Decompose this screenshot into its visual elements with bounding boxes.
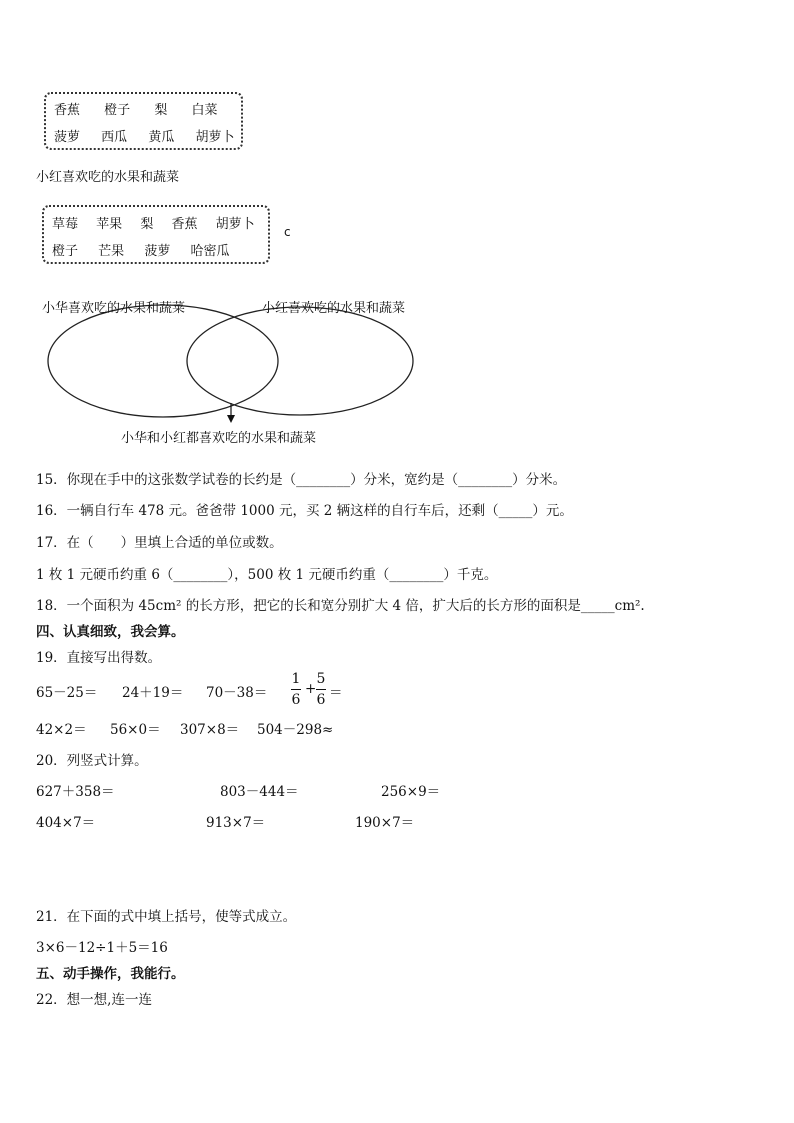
equals-sign: ＝ bbox=[329, 685, 343, 701]
item: 胡萝卜 bbox=[215, 217, 255, 232]
calc-item: 504－298≈ bbox=[257, 722, 334, 738]
item: 芒果 bbox=[98, 244, 125, 259]
calc-item: 307×8＝ bbox=[180, 722, 240, 738]
question-16: 16．一辆自行车 478 元。爸爸带 1000 元，买 2 辆这样的自行车后，还剩（_____）元。 bbox=[36, 503, 573, 519]
venn-right-label: 小红喜欢吃的水果和蔬菜 bbox=[262, 301, 406, 316]
calc-item: 404×7＝ bbox=[36, 815, 96, 831]
question-21-equation: 3×6－12÷1＋5＝16 bbox=[36, 940, 168, 956]
section-5-heading: 五、动手操作，我能行。 bbox=[36, 966, 185, 982]
question-19: 19．直接写出得数。 bbox=[36, 650, 162, 666]
calc-item: 65－25＝ bbox=[36, 685, 98, 701]
item: 苹果 bbox=[96, 217, 123, 232]
item: 西瓜 bbox=[101, 130, 128, 145]
calc-item: 24＋19＝ bbox=[122, 685, 184, 701]
question-18: 18．一个面积为 45cm² 的长方形，把它的长和宽分别扩大 4 倍，扩大后的长方形的面积是_____cm². bbox=[36, 598, 645, 614]
calc-item: 70－38＝ bbox=[206, 685, 268, 701]
venn-right-ellipse bbox=[187, 307, 413, 415]
calc-item: 42×2＝ bbox=[36, 722, 87, 738]
calc-item: 913×7＝ bbox=[206, 815, 266, 831]
calc-item: 627＋358＝ bbox=[36, 784, 115, 800]
denominator: 6 bbox=[316, 692, 326, 708]
calc-item: 56×0＝ bbox=[110, 722, 161, 738]
venn-bottom-label: 小华和小红都喜欢吃的水果和蔬菜 bbox=[121, 431, 317, 446]
item: 橙子 bbox=[52, 244, 79, 259]
question-20: 20．列竖式计算。 bbox=[36, 753, 148, 769]
numerator: 5 bbox=[316, 671, 326, 687]
calc-item: 803－444＝ bbox=[220, 784, 299, 800]
item: 胡萝卜 bbox=[195, 130, 235, 145]
fraction-five-sixths bbox=[316, 671, 326, 708]
question-17: 17．在（ ）里填上合适的单位或数。 bbox=[36, 535, 283, 551]
item: 橙子 bbox=[104, 103, 131, 118]
calc-item: 190×7＝ bbox=[355, 815, 415, 831]
venn-left-label: 小华喜欢吃的水果和蔬菜 bbox=[42, 301, 186, 316]
item-row bbox=[54, 126, 234, 145]
item: 菠萝 bbox=[54, 130, 81, 145]
item: 黄瓜 bbox=[148, 130, 175, 145]
item: 梨 bbox=[140, 217, 154, 232]
denominator: 6 bbox=[291, 692, 301, 708]
item-row bbox=[54, 99, 217, 118]
xiaohong-title: 小红喜欢吃的水果和蔬菜 bbox=[36, 170, 180, 185]
item: 梨 bbox=[154, 103, 168, 118]
item: 菠萝 bbox=[144, 244, 171, 259]
item: 白菜 bbox=[191, 103, 218, 118]
item: 哈密瓜 bbox=[190, 244, 230, 259]
question-22: 22．想一想,连一连 bbox=[36, 992, 152, 1008]
item-row bbox=[52, 213, 255, 232]
section-4-heading: 四、认真细致，我会算。 bbox=[36, 624, 185, 640]
item: 香蕉 bbox=[171, 217, 198, 232]
side-mark: c bbox=[284, 225, 291, 239]
item-box-xiaohong bbox=[42, 205, 270, 264]
venn-arrow-head bbox=[227, 415, 235, 423]
item: 香蕉 bbox=[54, 103, 81, 118]
calc-item: 256×9＝ bbox=[381, 784, 441, 800]
item: 草莓 bbox=[52, 217, 79, 232]
numerator: 1 bbox=[291, 671, 301, 687]
venn-left-ellipse bbox=[48, 305, 278, 417]
plus-sign: + bbox=[305, 681, 317, 697]
question-15: 15．你现在手中的这张数学试卷的长约是（________）分米，宽约是（________）分米。 bbox=[36, 472, 567, 488]
item-box-xiaohua bbox=[44, 92, 243, 150]
question-21: 21．在下面的式中填上括号，使等式成立。 bbox=[36, 909, 297, 925]
fraction-one-sixth bbox=[291, 671, 301, 708]
fraction-bar bbox=[316, 689, 326, 690]
fraction-bar bbox=[291, 689, 301, 690]
question-17-sub: 1 枚 1 元硬币约重 6（________），500 枚 1 元硬币约重（________）千克。 bbox=[36, 567, 498, 583]
item-row bbox=[52, 240, 229, 259]
